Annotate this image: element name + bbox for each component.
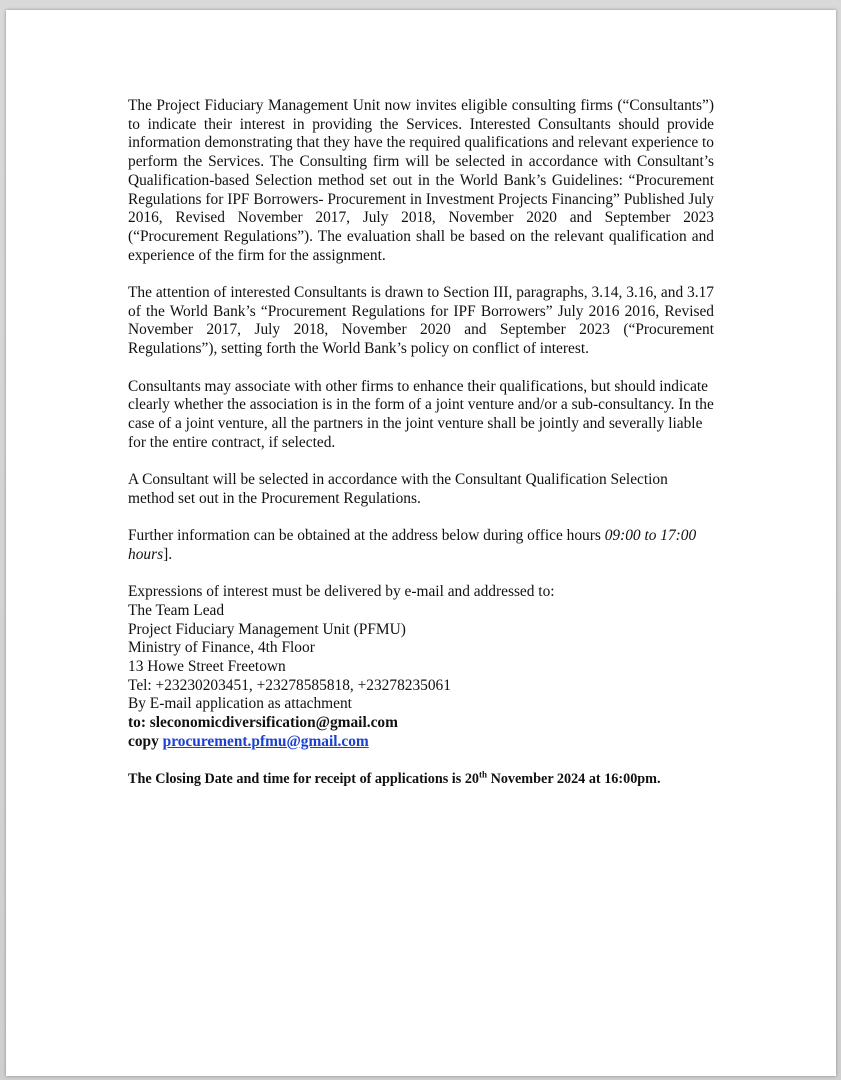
address-recipient: The Team Lead bbox=[128, 601, 225, 619]
document-page bbox=[6, 10, 836, 1076]
paragraph-selection-method: A Consultant will be selected in accordance with the Consultant Qualification Selection method set out in the Procurement Regulations. bbox=[128, 471, 668, 507]
paragraph-association: Consultants may associate with other firms to enhance their qualifications, but should indicate clearly whether the association is in the form of a joint venture and/or a sub-consultancy. In the case of a joint venture, all the partners in the joint venture shall be jointly and severally liable for the entire contract, if selected. bbox=[128, 377, 714, 451]
office-hours: 09:00 to 17:00 hours bbox=[128, 527, 697, 563]
paragraph-further-information bbox=[128, 527, 714, 564]
closing-date-superscript: th bbox=[479, 769, 488, 780]
address-block bbox=[128, 583, 714, 751]
address-copy-line bbox=[128, 733, 714, 752]
info-suffix: ]. bbox=[163, 545, 173, 563]
closing-suffix: November 2024 at 16:00pm. bbox=[487, 771, 661, 788]
paragraph-conflict-of-interest: The attention of interested Consultants is drawn to Section III, paragraphs, 3.14, 3.16, and 3.17 of the World Bank’s “Procurement Regulations for IPF Borrowers” July 2016 2016, Revised November 2017, July 2018, November 2020 and September 2023 (“Procurement Regulations”), setting forth the World Bank’s policy on conflict of interest. bbox=[128, 284, 714, 358]
info-prefix: Further information can be obtained at the address below during office hours bbox=[128, 527, 605, 545]
address-street: 13 Howe Street Freetown bbox=[128, 658, 286, 676]
address-telephone: Tel: +23230203451, +23278585818, +23278235061 bbox=[128, 676, 451, 694]
address-intro: Expressions of interest must be delivered by e-mail and addressed to: bbox=[128, 583, 555, 601]
address-delivery-method: By E-mail application as attachment bbox=[128, 695, 352, 713]
closing-prefix: The Closing Date and time for receipt of applications is 20 bbox=[128, 771, 480, 788]
address-unit: Project Fiduciary Management Unit (PFMU) bbox=[128, 620, 406, 638]
paragraph-invitation: The Project Fiduciary Management Unit now invites eligible consulting firms (“Consultants”) to indicate their interest in providing the Services. Interested Consultants should provide information demonstrating that they have the required qualifications and relevant experience to perform the Services. The Consulting firm will be selected in accordance with Consultant’s Qualification-based Selection method set out in the World Bank’s Guidelines: “Procurement Regulations for IPF Borrowers- Procurement in Investment Projects Financing” Published July 2016, Revised November 2017, July 2018, November 2020 and September 2023 (“Procurement Regulations”). The evaluation shall be based on the relevant qualification and experience of the firm for the assignment. bbox=[128, 97, 714, 264]
copy-email-link[interactable]: procurement.pfmu@gmail.com bbox=[162, 732, 369, 750]
copy-label: copy bbox=[128, 732, 163, 750]
closing-date-statement bbox=[128, 770, 714, 789]
address-to-email: to: sleconomicdiversification@gmail.com bbox=[128, 714, 398, 732]
address-ministry: Ministry of Finance, 4th Floor bbox=[128, 639, 315, 657]
document-body bbox=[128, 97, 714, 803]
